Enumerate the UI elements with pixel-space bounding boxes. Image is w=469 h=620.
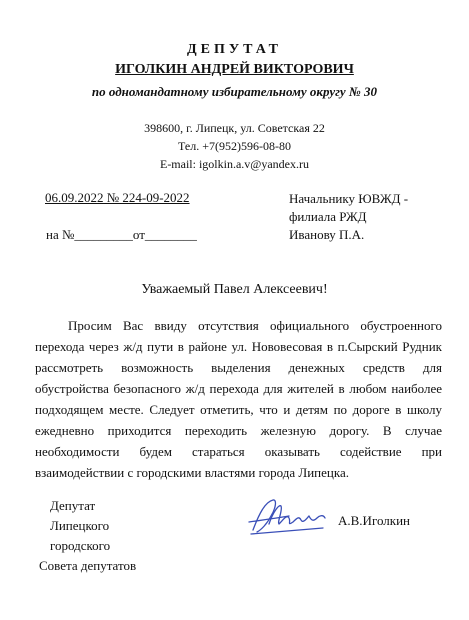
deputy-name: ИГОЛКИН АНДРЕЙ ВИКТОРОВИЧ: [115, 62, 354, 77]
email-line: E-mail: igolkin.a.v@yandex.ru: [159, 157, 309, 171]
signer-title-3: городского: [50, 538, 111, 553]
header-title: ДЕПУТАТ: [187, 42, 282, 57]
reference-number: на №_________от________: [46, 227, 197, 242]
outgoing-number: 06.09.2022 № 224-09-2022: [45, 190, 190, 205]
phone-line: Тел. +7(952)596-08-80: [178, 139, 291, 153]
handwritten-signature-icon: [243, 494, 335, 538]
addressee-line-1: Начальнику ЮВЖД -: [289, 191, 409, 206]
addressee-line-3: Иванову П.А.: [289, 227, 365, 242]
addressee-line-2: филиала РЖД: [289, 209, 367, 224]
greeting: Уважаемый Павел Алексеевич!: [141, 282, 328, 297]
signer-title-2: Липецкого: [50, 518, 110, 533]
letter-body: Просим Вас ввиду отсутствия официального обустроенного перехода через ж/д пути в районе ул. Нововесовая в п.Сырский Рудник рассмотреть возможность выделения денежных средств для обустройства безопасного ж/д перехода для жителей в любом наиболее подходящем месте. Следует отметить, что и детям по дороге в школу ежедневно приходится переходить железную дорогу. В случае необходимости будем стараться оказывать содействие при взаимодействии с городскими властями города Липецка.: [35, 318, 442, 480]
signer-name: А.В.Иголкин: [338, 513, 411, 528]
address-line: 398600, г. Липецк, ул. Советская 22: [144, 121, 325, 135]
district-line: по одномандатному избирательному округу № 30: [91, 84, 378, 99]
signer-title-4: Совета депутатов: [39, 558, 137, 573]
signer-title-1: Депутат: [50, 498, 96, 513]
